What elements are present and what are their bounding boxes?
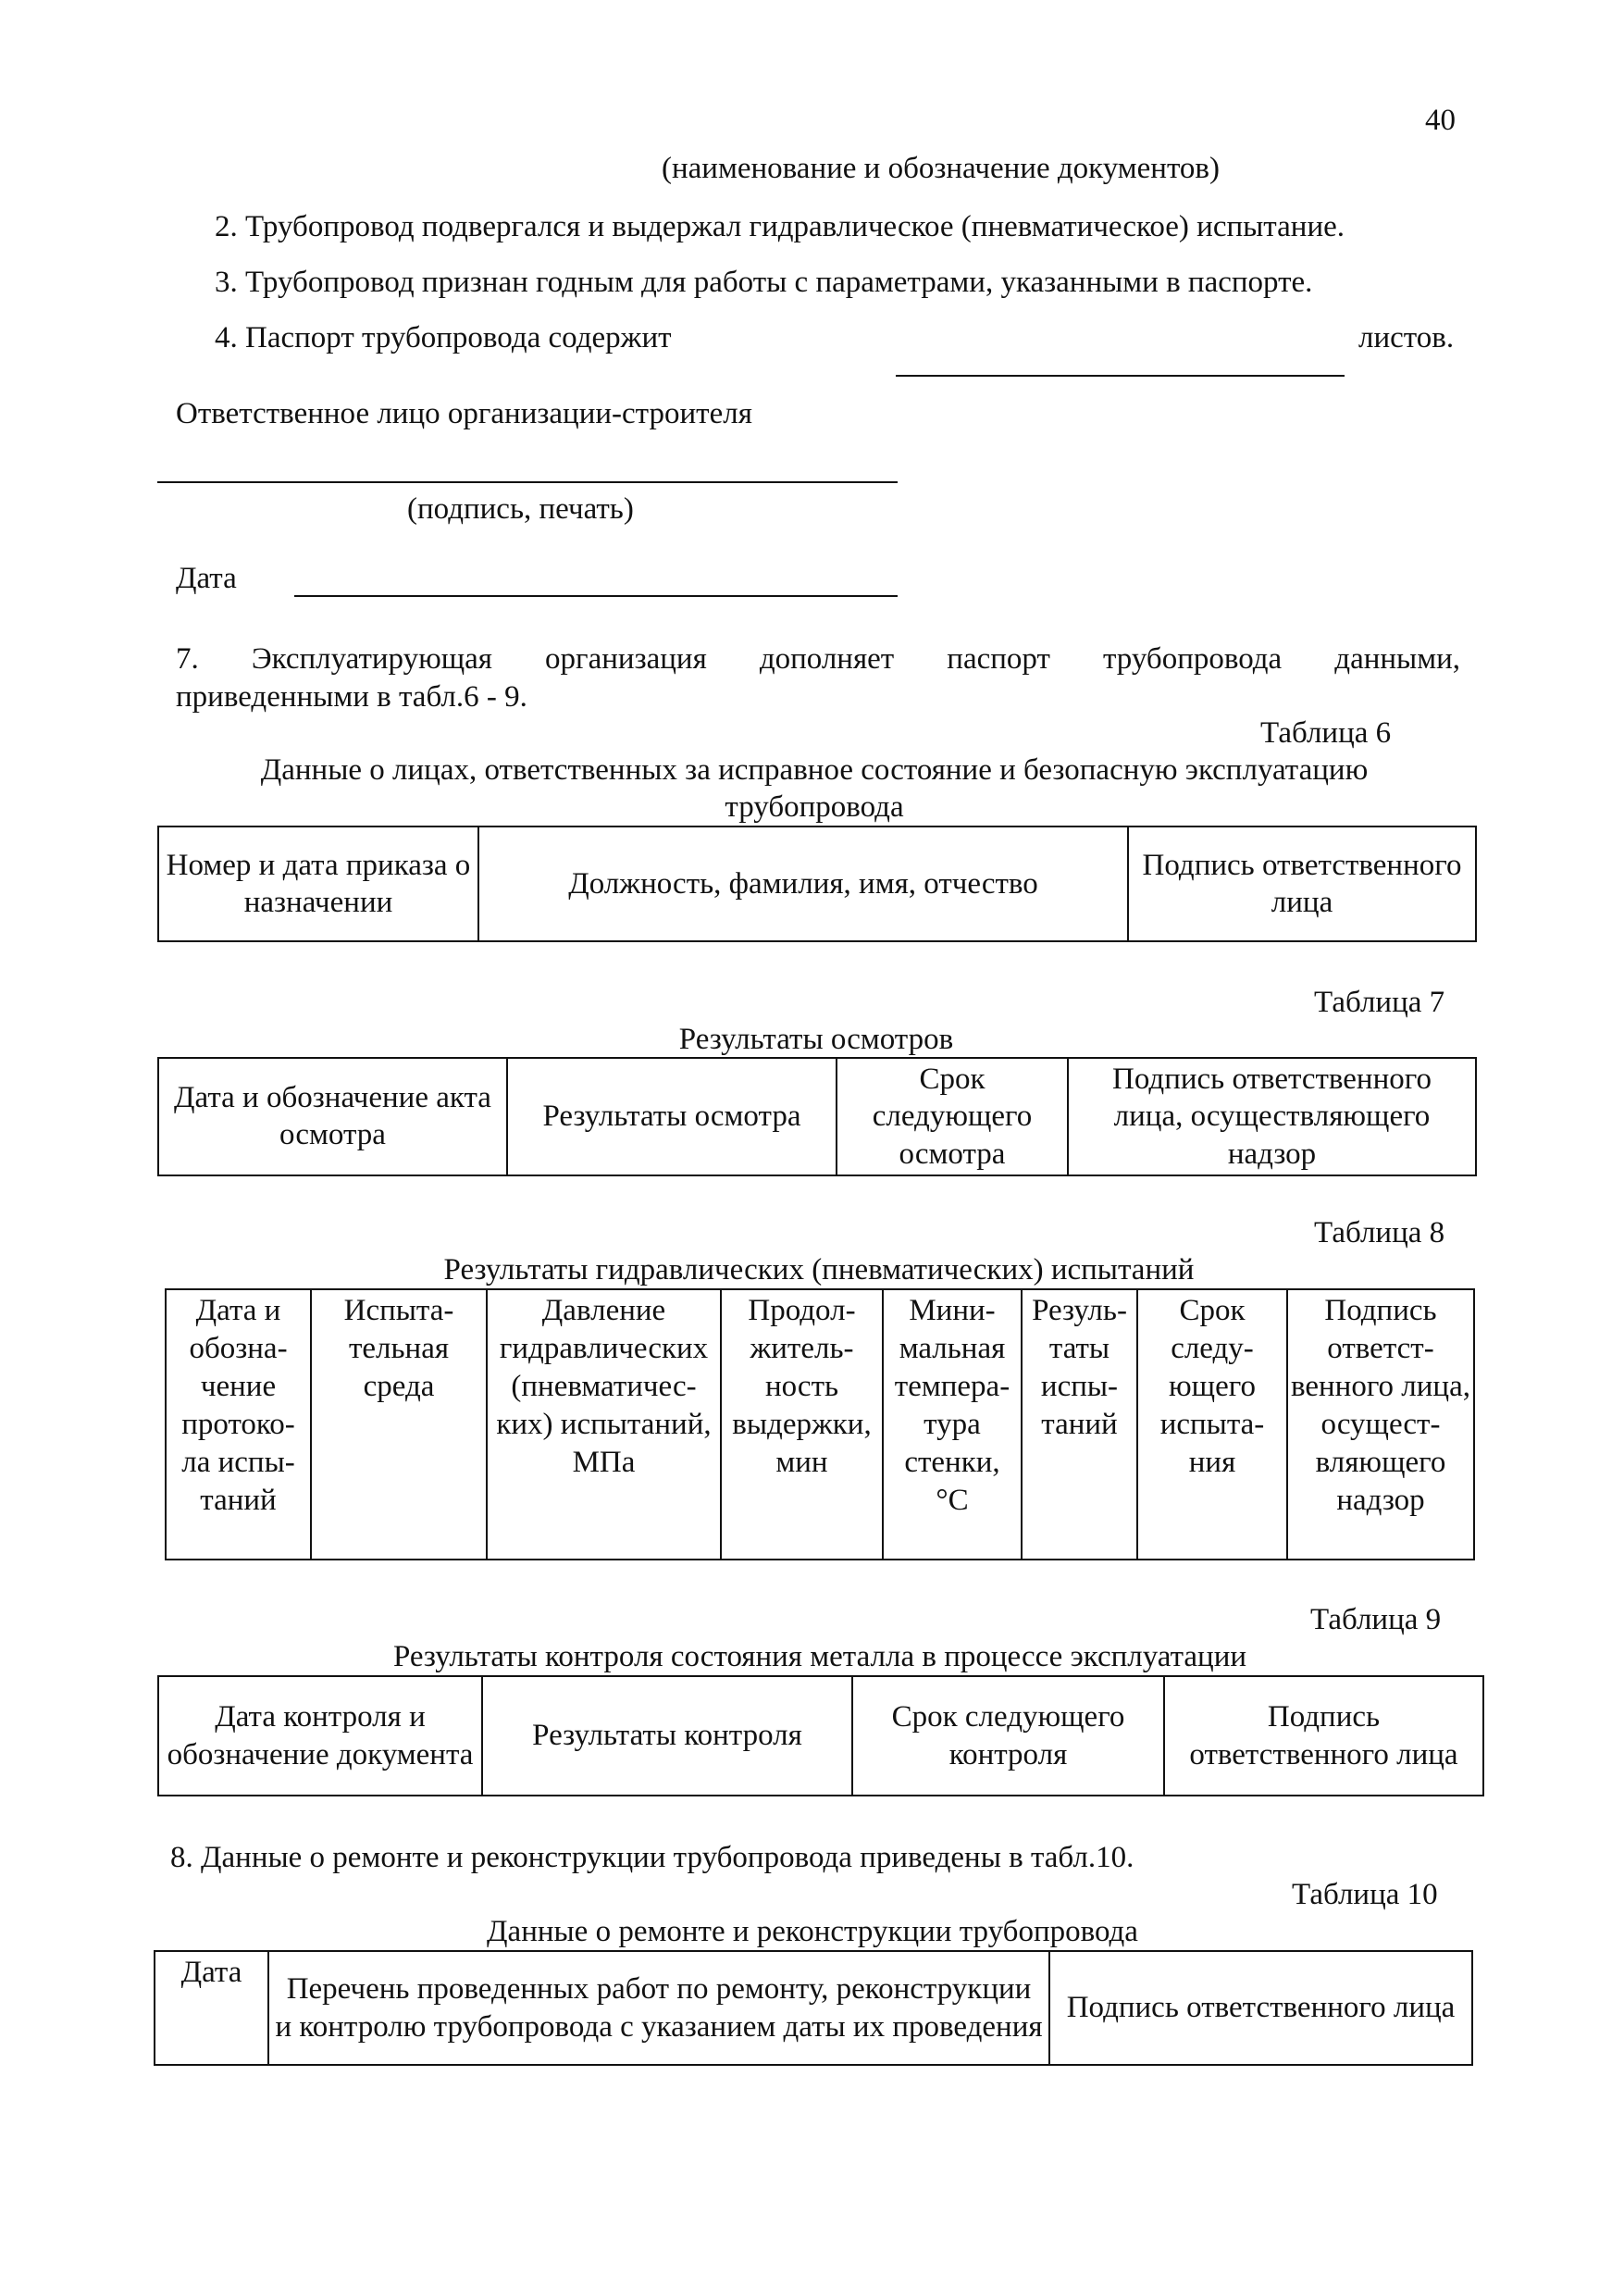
table-row: [158, 827, 1476, 941]
table-10-header-works: Перечень проведенных работ по ремонту, реконструкции и контролю трубопровода с указанием даты их проведения: [268, 1951, 1049, 2065]
table-row: [166, 1289, 1474, 1560]
item-3: 3. Трубопровод признан годным для работы с параметрами, указанными в паспорте.: [215, 266, 1313, 299]
table-9-header-date: Дата контроля и обозначение документа: [158, 1676, 482, 1796]
table-9-label: Таблица 9: [1310, 1603, 1442, 1636]
table-9-title: Результаты контроля состояния металла в процессе эксплуатации: [392, 1640, 1247, 1673]
table-6-header-order: Номер и дата приказа о назначении: [158, 827, 478, 941]
table-8: [165, 1288, 1475, 1560]
item-2: 2. Трубопровод подвергался и выдержал гидравлическое (пневматическое) испытание.: [215, 210, 1345, 243]
table-8-header-signature: Подпись ответст-венного лица, осущест-вляющего надзор: [1287, 1289, 1474, 1560]
table-7: [157, 1057, 1477, 1176]
signature-line: [157, 481, 898, 483]
signature-caption: (подпись, печать): [407, 492, 634, 526]
table-7-header-act: Дата и обозначение акта осмотра: [158, 1058, 507, 1175]
table-6-title-line-1: Данные о лицах, ответственных за исправное состояние и безопасную эксплуатацию: [260, 753, 1369, 787]
table-8-header-medium: Испыта-тельная среда: [311, 1289, 487, 1560]
table-7-header-next-date: Срок следующего осмотра: [837, 1058, 1068, 1175]
section-7-line-2: приведенными в табл.6 - 9.: [176, 680, 527, 714]
table-8-header-pressure: Давление гидравлических (пневматичес-ких) испытаний, МПа: [487, 1289, 721, 1560]
table-10-header-date: Дата: [155, 1951, 268, 2065]
table-9-header-signature: Подпись ответственного лица: [1164, 1676, 1483, 1796]
table-6-label: Таблица 6: [1260, 716, 1392, 750]
table-10-label: Таблица 10: [1292, 1878, 1438, 1911]
table-8-title: Результаты гидравлических (пневматических) испытаний: [443, 1253, 1195, 1286]
table-10-header-signature: Подпись ответственного лица: [1049, 1951, 1472, 2065]
table-6-header-signature: Подпись ответственного лица: [1128, 827, 1476, 941]
table-8-label: Таблица 8: [1314, 1216, 1445, 1249]
table-9-header-results: Результаты контроля: [482, 1676, 852, 1796]
documents-caption: (наименование и обозначение документов): [662, 152, 1221, 185]
table-7-label: Таблица 7: [1314, 986, 1445, 1019]
table-6: [157, 826, 1477, 942]
table-7-header-signature: Подпись ответственного лица, осуществляющего надзор: [1068, 1058, 1476, 1175]
item-4-suffix: листов.: [1358, 321, 1455, 354]
table-9: [157, 1675, 1484, 1796]
page-number: 40: [1425, 104, 1456, 137]
table-8-header-next-test: Срок следу-ющего испыта-ния: [1137, 1289, 1287, 1560]
table-6-header-position: Должность, фамилия, имя, отчество: [478, 827, 1128, 941]
table-8-header-min-temp: Мини-мальная темпера-тура стенки, °С: [883, 1289, 1022, 1560]
table-row: [158, 1676, 1483, 1796]
table-7-header-results: Результаты осмотра: [507, 1058, 837, 1175]
table-7-title: Результаты осмотров: [678, 1023, 954, 1056]
table-8-header-duration: Продол-житель-ность выдержки, мин: [721, 1289, 883, 1560]
table-10-title: Данные о ремонте и реконструкции трубопровода: [487, 1915, 1138, 1948]
responsible-person-label: Ответственное лицо организации-строителя: [176, 397, 752, 430]
date-label: Дата: [176, 562, 237, 595]
table-row: [158, 1058, 1476, 1175]
section-7-line-1: 7. Эксплуатирующая организация дополняет паспорт трубопровода данными,: [176, 642, 1460, 676]
table-6-title-line-2: трубопровода: [725, 790, 904, 824]
table-10: [154, 1950, 1473, 2066]
table-8-header-protocol: Дата и обозна-чение протоко-ла испы-таний: [166, 1289, 311, 1560]
table-8-header-results: Резуль-таты испы-таний: [1022, 1289, 1137, 1560]
table-row: [155, 1951, 1472, 2065]
date-line: [294, 595, 898, 597]
item-4-text: 4. Паспорт трубопровода содержит: [215, 321, 672, 354]
sheets-count-line: [896, 375, 1345, 377]
table-9-header-next-control: Срок следующего контроля: [852, 1676, 1164, 1796]
section-8: 8. Данные о ремонте и реконструкции трубопровода приведены в табл.10.: [170, 1841, 1134, 1874]
